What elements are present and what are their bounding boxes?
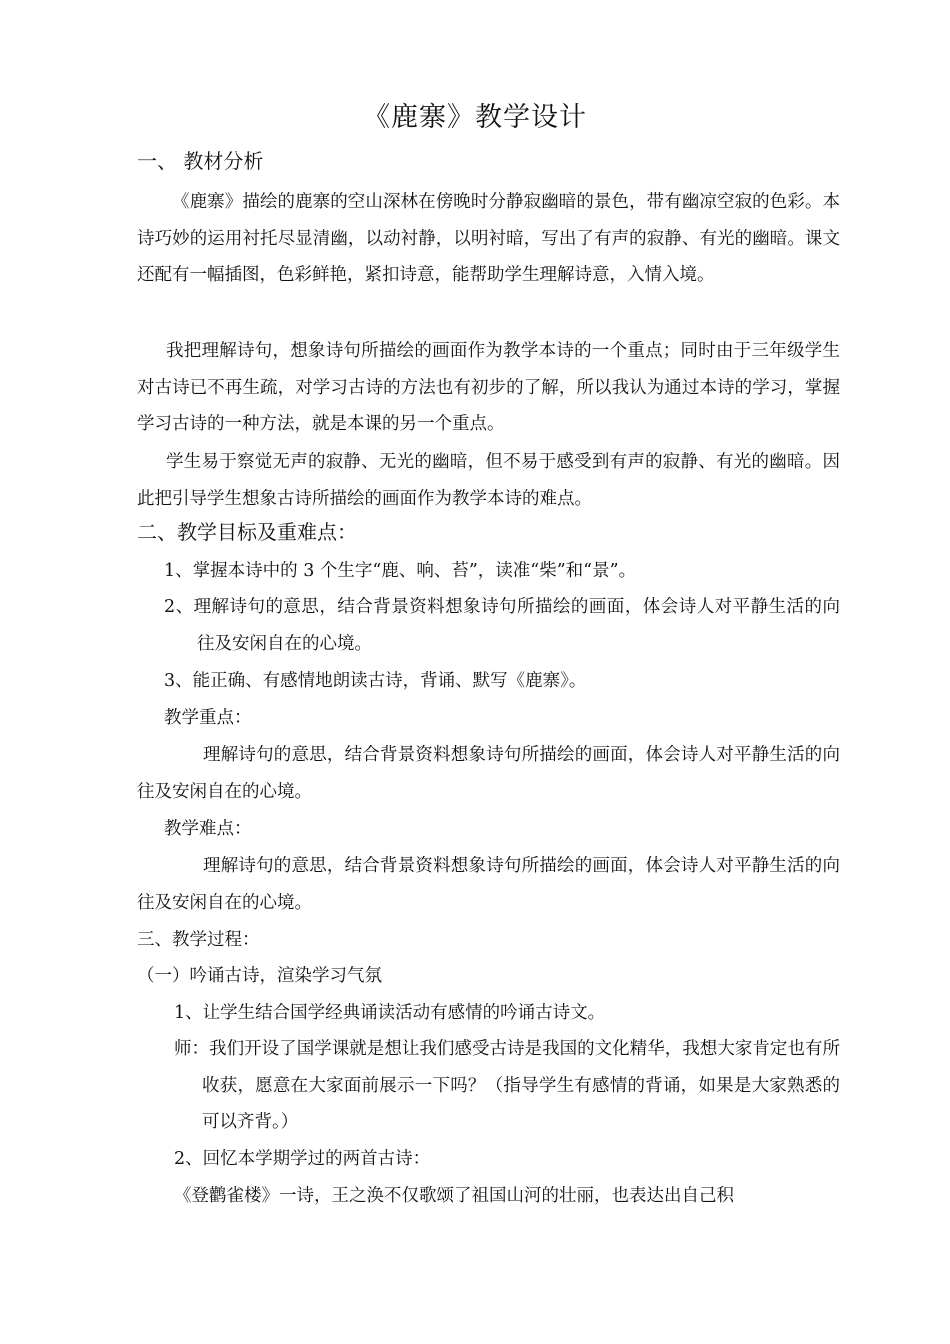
paragraph-analysis-3: 学生易于察觉无声的寂静、无光的幽暗，但不易于感受到有声的寂静、有光的幽暗。因此把引导学生想象古诗所描绘的画面作为教学本诗的难点。 [137,452,840,509]
key-point-label: 教学重点： [164,708,252,728]
teacher-dialogue: 师：我们开设了国学课就是想让我们感受古诗是我国的文化精华，我想大家肯定也有所收获，愿意在大家面前展示一下吗？（指导学生有感情的背诵，如果是大家熟悉的可以齐背。） [174,1039,840,1132]
section-heading-analysis: 一、 教材分析 [137,149,264,173]
difficulty-text: 理解诗句的意思，结合背景资料想象诗句所描绘的画面，体会诗人对平静生活的向往及安闲自在的心境。 [137,856,840,913]
goal-item-2: 2、理解诗句的意思，结合背景资料想象诗句所描绘的画面，体会诗人对平静生活的向往及安闲自在的心境。 [164,597,840,654]
goal-item-1: 1、掌握本诗中的 3 个生字“鹿、响、苔”，读准“柴”和“景”。 [164,561,637,581]
section-heading-process: 三、教学过程： [137,930,260,950]
difficulty-label: 教学难点： [164,819,252,839]
key-point-text: 理解诗句的意思，结合背景资料想象诗句所描绘的画面，体会诗人对平静生活的向往及安闲自在的心境。 [137,745,840,802]
subsection-heading-1: （一）吟诵古诗，渲染学习气氛 [137,966,382,986]
section-heading-goals: 二、教学目标及重难点： [137,520,357,544]
poem-description-line: 《登鹳雀楼》一诗，王之涣不仅歌颂了祖国山河的壮丽，也表达出自己积 [174,1186,734,1206]
paragraph-analysis-2: 我把理解诗句，想象诗句所描绘的画面作为教学本诗的一个重点；同时由于三年级学生对古诗已不再生疏，对学习古诗的方法也有初步的了解，所以我认为通过本诗的学习，掌握学习古诗的一种方法，就是本课的另一个重点。 [137,341,840,434]
document-title: 《鹿寨》教学设计 [363,102,587,133]
process-step-2: 2、回忆本学期学过的两首古诗： [174,1149,431,1169]
paragraph-analysis-1: 《鹿寨》描绘的鹿寨的空山深林在傍晚时分静寂幽暗的景色，带有幽凉空寂的色彩。本诗巧妙的运用衬托尽显清幽，以动衬静，以明衬暗，写出了有声的寂静、有光的幽暗。课文还配有一幅插图，色彩鲜艳，紧扣诗意，能帮助学生理解诗意，入情入境。 [137,192,840,285]
goal-item-3: 3、能正确、有感情地朗读古诗，背诵、默写《鹿寨》。 [164,671,587,691]
process-step-1: 1、让学生结合国学经典诵读活动有感情的吟诵古诗文。 [174,1003,606,1023]
